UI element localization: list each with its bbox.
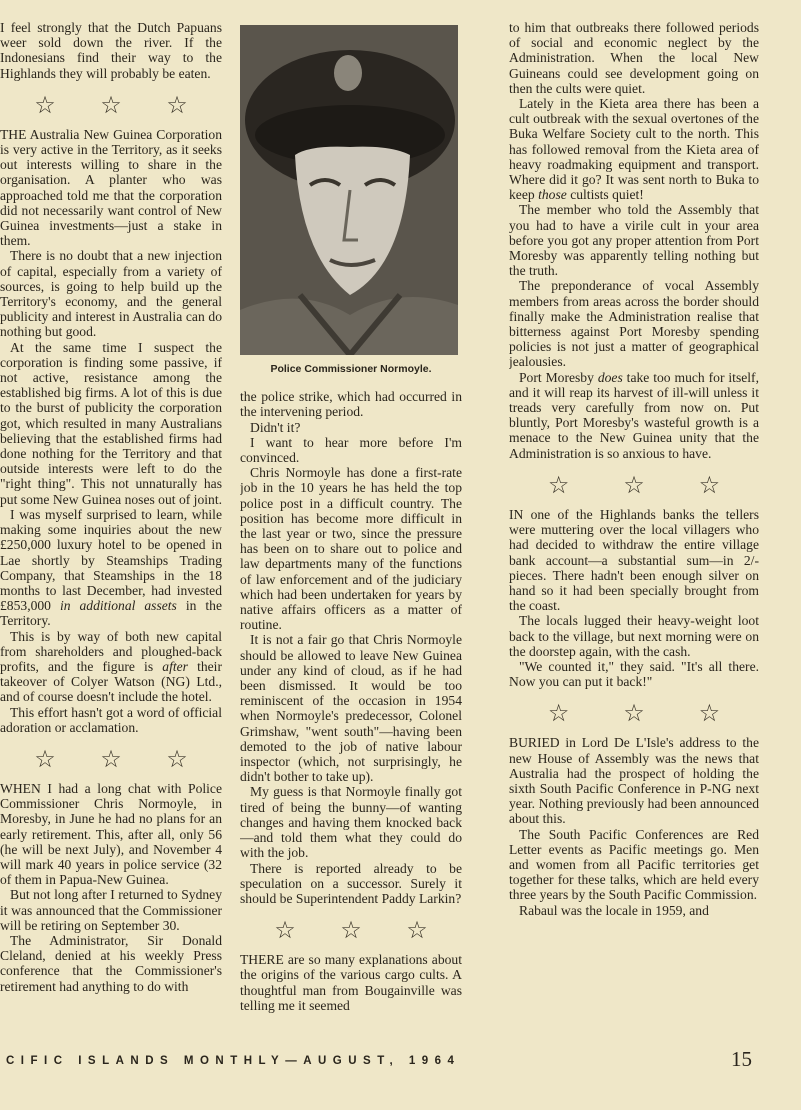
italic-text: does	[597, 369, 623, 385]
running-title: CIFIC ISLANDS MONTHLY—AUGUST, 1964	[6, 1055, 461, 1067]
text-run: cultists quiet!	[570, 187, 644, 203]
paragraph: There is reported already to be speculation on a successor. Surely it should be Superintendent Paddy Larkin?	[240, 860, 462, 906]
paragraph: But not long after I returned to Sydney it was announced that the Commissioner will be retiring on September 30.	[0, 887, 222, 933]
text-run: I was myself surprised to learn, while making some inquiries about the new £250,000 luxury hotel to be opened in Lae shortly by Steamships Trading Company, that Steamships in the 18 months to last December, had invested £853,000	[0, 506, 222, 614]
paragraph: "We counted it," they said. "It's all there. Now you can put it back!"	[509, 658, 759, 690]
text-run: their takeover of Colyer Watson (NG) Ltd., and of course doesn't include the hotel.	[0, 658, 222, 705]
text-run: Port Moresby	[519, 369, 594, 385]
photo-caption: Police Commissioner Normoyle.	[270, 363, 432, 375]
text-run: This is by way of both new capital from shareholders and ploughed-back profits, and the figure is	[0, 628, 222, 674]
star-icon: ☆	[623, 699, 645, 728]
star-icon: ☆	[100, 744, 122, 773]
column-left	[0, 20, 222, 1048]
column-right	[509, 20, 759, 1048]
star-icon: ☆	[274, 916, 296, 945]
star-icon: ☆	[34, 744, 56, 773]
paragraph: At the same time I suspect the corporation is finding some passive, if not active, resistance among the established big firms. A lot of this is due to the burst of publicity the corporation got, which resulted in many Australians believing that the established firms had done nothing for the Territory and that outside interests were left to do the "right thing". This not unnaturally has put some New Guinea noses out of joint.	[0, 339, 222, 507]
star-icon: ☆	[406, 916, 428, 945]
paragraph: The Administrator, Sir Donald Cleland, denied at his weekly Press conference that the Commissioner's retirement had anything to do with	[0, 932, 222, 994]
paragraph: THE Australia New Guinea Corporation is very active in the Territory, as it seeks out interests willing to share in the organisation. A planter who was approached told me that the corporation did not necessarily want control of New Guinea investments—just a stake in them.	[0, 126, 222, 249]
star-icon: ☆	[698, 699, 721, 728]
paragraph: IN one of the Highlands banks the tellers were muttering over the local villagers who had decided to withdraw the entire village bank account—a substantial sum—in 2/- pieces. There hadn't been enough silver on hand so it had been specially brought from the coast.	[509, 506, 759, 614]
star-icon: ☆	[34, 90, 56, 119]
paragraph: I feel strongly that the Dutch Papuans weer sold down the river. If the Indonesians find their way to the Highlands they will probably be eaten.	[0, 20, 222, 81]
star-icon: ☆	[623, 470, 645, 499]
paragraph: THERE are so many explanations about the origins of the various cargo cults. A thoughtful man from Bougainville was telling me it seemed	[240, 952, 462, 1013]
paragraph: I want to hear more before I'm convinced.	[240, 434, 462, 466]
paragraph: It is not a fair go that Chris Normoyle should be allowed to leave New Guinea under any kind of cloud, as if he had been dismissed. It would be too reminiscent of the occasion in 1954 when Normoyle's predecessor, Colonel Grimshaw, "went south"—having been demoted to the job of native labour inspector (which, not surprisingly, he didn't bother to take up).	[240, 632, 462, 785]
police-commissioner-photo	[240, 25, 458, 355]
italic-text: after	[162, 658, 188, 674]
star-icon: ☆	[100, 90, 122, 119]
section-divider	[509, 470, 759, 499]
italic-text: those	[538, 187, 567, 203]
text-run: take too much for itself, and it will reap its harvest of ill-will unless it treads very carefully from now on. Put bluntly, Port Moresby's wasteful growth is a menace to the New Guinea unity that the Administration is so anxious to have.	[509, 369, 759, 461]
paragraph: The preponderance of vocal Assembly members from areas across the border should finally make the Administration realise that bitterness against Port Moresby spending policies is not just a matter of geographical jealousies.	[509, 278, 759, 370]
star-icon: ☆	[340, 916, 362, 945]
column-middle	[240, 20, 462, 1048]
section-divider	[240, 916, 462, 945]
paragraph: My guess is that Normoyle finally got tired of being the bunny—of wanting changes and having them knocked back—and told them what they could do with the job.	[240, 784, 462, 861]
paragraph	[509, 96, 759, 202]
text-run: Lately in the Kieta area there has been a cult outbreak with the sexual overtones of the Buka Welfare Society cult to the north. This has followed removal from the Kieta area of heavy roadmaking equipment and transport. Where did it go? It was sent north to Buka to keep	[509, 96, 759, 203]
page-footer	[0, 1047, 801, 1081]
paragraph: Didn't it?	[250, 419, 301, 435]
paragraph	[0, 507, 222, 629]
star-icon: ☆	[166, 744, 188, 773]
page-number: 15	[731, 1047, 752, 1071]
paragraph: to him that outbreaks there followed periods of social and economic neglect by the Administration. When the local New Guineans could see development going on then the cults were quiet.	[509, 20, 759, 96]
star-icon: ☆	[547, 699, 570, 728]
paragraph: There is no doubt that a new injection of capital, especially from a variety of sources, is going to help build up the Territory's economy, and the general publicity and interest in Australia can do nothing but good.	[0, 248, 222, 340]
paragraph	[509, 370, 759, 461]
section-divider	[0, 90, 222, 119]
star-icon: ☆	[698, 470, 721, 499]
paragraph: The locals lugged their heavy-weight loot back to the village, but next morning were on the doorstep again, with the cash.	[509, 613, 759, 659]
text-run: in the Territory.	[0, 598, 222, 629]
paragraph: The South Pacific Conferences are Red Letter events as Pacific meetings go. Men and women from all Pacific territories get together for these talks, which are held every three years by the South Pacific Commission.	[509, 826, 759, 903]
paragraph	[0, 629, 222, 705]
paragraph: the police strike, which had occurred in the intervening period.	[240, 389, 462, 420]
paragraph: BURIED in Lord De L'Isle's address to the new House of Assembly was the news that Australia had the prospect of holding the sixth South Pacific Conference in P-NG next year. Nothing previously had been announced about this.	[509, 735, 759, 827]
paragraph: The member who told the Assembly that you had to have a virile cult in your area before you got any proper attention from Port Moresby was apparently telling nothing but the truth.	[509, 202, 759, 279]
paragraph: This effort hasn't got a word of official adoration or acclamation.	[0, 704, 222, 735]
portrait-illustration	[240, 25, 458, 355]
section-divider	[509, 699, 759, 728]
italic-text: in additional assets	[59, 598, 177, 614]
paragraph: WHEN I had a long chat with Police Commissioner Chris Normoyle, in Moresby, in June he had no plans for an early retirement. This, after all, only 56 (he will be next July), and November 4 will mark 40 years in police service (32 of them in Papua-New Guinea.	[0, 780, 222, 888]
paragraph: Chris Normoyle has done a first-rate job in the 10 years he has held the top police post in a difficult country. The position has become more difficult in the last year or two, since the pressure has been on to share out to police and law departments many of the functions of law enforcement and of the judiciary which had been undertaken for years by native affairs officers as a matter of routine.	[240, 465, 462, 633]
section-divider	[0, 744, 222, 773]
star-icon: ☆	[547, 470, 570, 499]
paragraph: Rabaul was the locale in 1959, and	[519, 902, 709, 918]
star-icon: ☆	[166, 90, 188, 119]
